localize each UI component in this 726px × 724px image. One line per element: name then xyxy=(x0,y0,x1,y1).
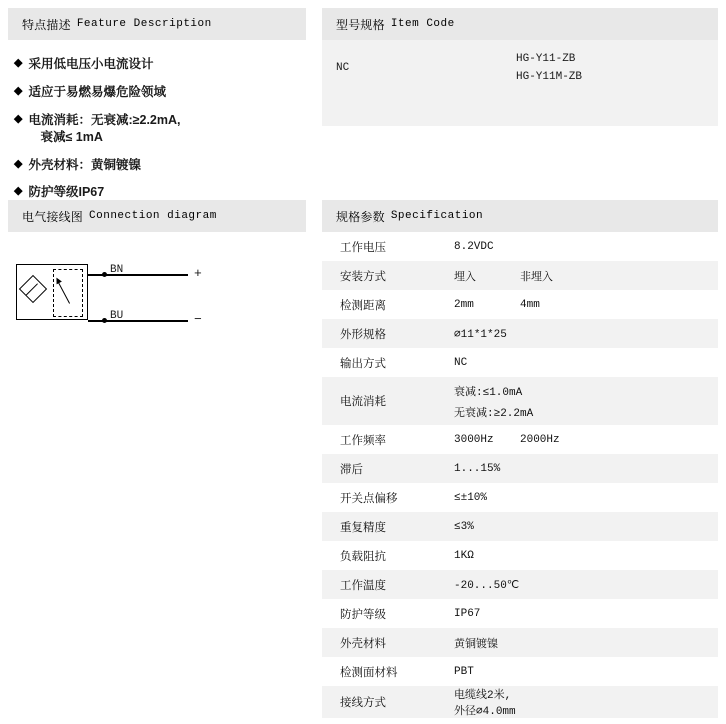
spec-key: 防护等级 xyxy=(340,608,386,621)
spec-value-a: 衰减:≤1.0mA xyxy=(454,386,523,399)
diamond-bullet-icon: ◆ xyxy=(14,84,23,97)
polarity-negative-label: − xyxy=(194,312,202,327)
spec-value-a: ∅11*1*25 xyxy=(454,328,507,341)
item-code-rows xyxy=(322,40,718,126)
table-row xyxy=(322,686,718,718)
table-row xyxy=(322,657,718,686)
sensor-element-icon xyxy=(19,275,47,303)
spec-key: 检测面材料 xyxy=(340,666,398,679)
feature-text-secondary: 衰减≤ 1mA xyxy=(40,129,103,144)
spec-value xyxy=(454,241,718,253)
spec-value xyxy=(454,463,718,475)
terminal-dot-bu-icon xyxy=(102,318,107,323)
spec-value-b: 4mm xyxy=(520,298,540,311)
spec-value-a: 3000Hz xyxy=(454,433,494,446)
wire-label-bn: BN xyxy=(110,264,124,276)
spec-key: 电流消耗 xyxy=(340,396,386,408)
spec-key: 外形规格 xyxy=(340,328,386,341)
diamond-bullet-icon: ◆ xyxy=(14,185,23,198)
specification-title-en: Specification xyxy=(390,210,484,222)
list-item xyxy=(14,157,302,174)
feature-panel-header xyxy=(8,8,306,40)
polarity-positive-label: + xyxy=(194,266,202,281)
spec-value-a: 1...15% xyxy=(454,462,501,475)
table-row xyxy=(322,454,718,483)
feature-text: 外壳材料：黄铜镀镍 xyxy=(28,157,141,172)
sensor-body-icon xyxy=(16,264,88,320)
feature-list xyxy=(8,40,306,201)
spec-value-a: 8.2VDC xyxy=(454,240,494,253)
spec-value xyxy=(454,608,718,620)
spec-key: 工作温度 xyxy=(340,579,386,592)
item-code-values xyxy=(516,53,582,83)
spec-value xyxy=(454,635,718,651)
table-row xyxy=(322,319,718,348)
spec-value-b: 非埋入 xyxy=(520,271,553,284)
spec-value xyxy=(454,299,718,311)
spec-key: 接线方式 xyxy=(340,697,386,709)
table-row xyxy=(322,628,718,657)
spec-value xyxy=(454,550,718,562)
specification-panel-header xyxy=(322,200,718,232)
table-row xyxy=(322,348,718,377)
spec-value-a: 电缆线2米, 外径∅4.0mm xyxy=(454,690,516,718)
spec-value xyxy=(454,686,718,718)
diamond-bullet-icon: ◆ xyxy=(14,57,23,69)
item-code-title-cn: 型号规格 xyxy=(336,17,385,32)
item-code-value: HG-Y11-ZB xyxy=(516,53,576,65)
feature-panel-title-cn: 特点描述 xyxy=(22,17,71,32)
connection-diagram-figure xyxy=(8,248,306,368)
spec-value-b: 无衰减:≥2.2mA xyxy=(454,407,534,420)
feature-text: 适应于易燃易爆危险领域 xyxy=(28,84,166,99)
spec-key: 检测距离 xyxy=(340,299,386,312)
table-row xyxy=(322,40,718,96)
item-code-title-en: Item Code xyxy=(390,18,455,30)
connection-panel-title-en: Connection diagram xyxy=(89,210,217,222)
table-row xyxy=(322,425,718,454)
spec-value-a: 2mm xyxy=(454,298,474,311)
spec-value-a: PBT xyxy=(454,665,474,678)
spec-key: 负载阻抗 xyxy=(340,550,386,563)
feature-text: 采用低电压小电流设计 xyxy=(28,57,154,71)
item-code-panel xyxy=(322,8,718,126)
diamond-bullet-icon: ◆ xyxy=(14,157,23,170)
feature-text: 电流消耗：无衰减:≥2.2mA, xyxy=(28,112,181,127)
spec-key: 重复精度 xyxy=(340,521,386,534)
spec-value-a: IP67 xyxy=(454,607,481,620)
spec-value xyxy=(454,521,718,533)
list-item xyxy=(14,56,302,73)
spec-key: 外壳材料 xyxy=(340,637,386,650)
spec-value xyxy=(454,327,718,341)
spec-key: 安装方式 xyxy=(340,270,386,283)
item-code-output-type: NC xyxy=(336,62,350,74)
spec-key: 滞后 xyxy=(340,463,363,476)
spec-key: 开关点偏移 xyxy=(340,492,398,505)
spec-value xyxy=(454,268,718,284)
item-code-panel-header xyxy=(322,8,718,40)
wire-label-bu: BU xyxy=(110,310,124,322)
spec-key: 输出方式 xyxy=(340,357,386,370)
connection-panel-title-cn: 电气接线图 xyxy=(22,209,84,224)
spec-value-b: 2000Hz xyxy=(520,433,560,446)
list-item xyxy=(14,112,302,146)
connection-diagram-panel xyxy=(8,200,306,368)
spec-value xyxy=(454,578,718,592)
table-row xyxy=(322,261,718,290)
list-item xyxy=(14,84,302,101)
table-row xyxy=(322,483,718,512)
table-row xyxy=(322,232,718,261)
spec-value-a: 埋入 xyxy=(454,271,476,284)
spec-value-a: 1KΩ xyxy=(454,549,474,562)
spec-value-a: 黄铜镀镍 xyxy=(454,638,498,651)
feature-panel-title-en: Feature Description xyxy=(76,18,212,30)
spec-value xyxy=(454,357,718,369)
spec-key: 工作电压 xyxy=(340,241,386,254)
table-row xyxy=(322,570,718,599)
spec-value-a: NC xyxy=(454,356,468,369)
table-row-spacer xyxy=(322,96,718,126)
item-code-value: HG-Y11M-ZB xyxy=(516,71,583,83)
connection-panel-header xyxy=(8,200,306,232)
spec-value xyxy=(454,666,718,678)
specification-title-cn: 规格参数 xyxy=(336,209,385,224)
spec-value-a: ≤3% xyxy=(454,520,474,533)
list-item xyxy=(14,184,302,201)
spec-value xyxy=(454,383,718,420)
spec-value xyxy=(454,492,718,504)
feature-description-panel xyxy=(8,8,306,212)
spec-value-a: ≤±10% xyxy=(454,491,488,504)
spec-value xyxy=(454,434,718,446)
table-row xyxy=(322,512,718,541)
table-row xyxy=(322,541,718,570)
table-row xyxy=(322,290,718,319)
table-row xyxy=(322,377,718,425)
feature-text: 防护等级IP67 xyxy=(28,185,105,200)
spec-key: 工作频率 xyxy=(340,434,386,447)
terminal-dot-bn-icon xyxy=(102,272,107,277)
specification-panel xyxy=(322,200,718,718)
spec-value-a: -20...50℃ xyxy=(454,579,520,592)
table-row xyxy=(322,599,718,628)
diamond-bullet-icon: ◆ xyxy=(14,112,23,125)
